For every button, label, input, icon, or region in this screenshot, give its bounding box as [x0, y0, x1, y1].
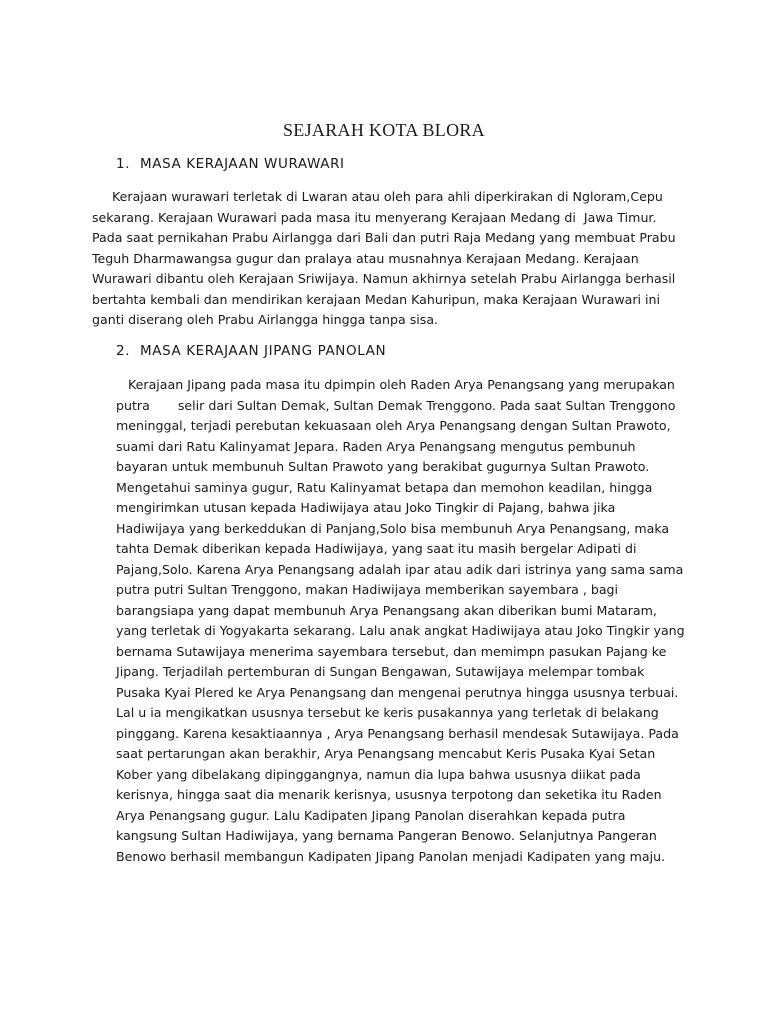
text-line: tahta Demak diberikan kepada Hadiwijaya, yang saat itu masih bergelar Adipati di — [116, 541, 637, 556]
text-line: Hadiwijaya yang berkeddukan di Panjang,Solo bisa membunuh Arya Penangsang, maka — [116, 520, 670, 536]
section-heading-text: MASA KERAJAAN JIPANG PANOLAN — [140, 343, 387, 359]
text-line: Mengetahui saminya gugur, Ratu Kalinyamat betapa dan memohon keadilan, hingga — [116, 479, 653, 495]
text-line: Pada saat pernikahan Prabu Airlangga dari Bali dan putri Raja Medang yang membuat Prabu — [92, 230, 676, 245]
text-line: sekarang. Kerajaan Wurawari pada masa itu menyerang Kerajaan Medang di Jawa Timur. — [92, 209, 657, 225]
text-line: Kerajaan Jipang pada masa itu dpimpin oleh Raden Arya Penangsang yang merupakan — [116, 377, 675, 392]
section-number: 2. — [116, 343, 131, 359]
text-line: kerisnya, hingga saat dia menarik kerisnya, ususnya terpotong dan seketika itu Raden — [116, 787, 662, 802]
text-line: Kober yang dibelakang dipinggangnya, namun dia lupa bahwa ususnya diikat pada — [116, 766, 641, 782]
text-line: Jipang. Terjadilah pertemburan di Sungan Bengawan, Sutawijaya melempar tombak — [116, 664, 645, 679]
text-line: kangsung Sultan Hadiwijaya, yang bernama Pangeran Benowo. Selanjutnya Pangeran — [116, 828, 657, 843]
text-line: Pusaka Kyai Plered ke Arya Penangsang dan mengenai perutnya hingga ususnya terbuai. — [116, 684, 679, 700]
text-line: yang terletak di Yogyakarta sekarang. Lalu anak angkat Hadiwijaya atau Joko Tingkir yang — [116, 623, 685, 638]
text-line: putra selir dari Sultan Demak, Sultan Demak Trenggono. Pada saat Sultan Trenggono — [116, 397, 676, 413]
text-line: suami dari Ratu Kalinyamat Jepara. Raden Arya Penangsang mengutus pembunuh — [116, 438, 636, 454]
text-line: barangsiapa yang dapat membunuh Arya Penangsang akan diberikan bumi Mataram, — [116, 602, 657, 618]
paragraph-wurawari — [92, 187, 676, 331]
text-line: Benowo berhasil membangun Kadipaten Jipang Panolan menjadi Kadipaten yang maju. — [116, 848, 666, 864]
text-line: saat pertarungan akan berakhir, Arya Penangsang mencabut Keris Pusaka Kyai Setan — [116, 746, 656, 761]
paragraph-jipang-panolan — [116, 375, 685, 867]
text-line: Pajang,Solo. Karena Arya Penangsang adalah ipar atau adik dari istrinya yang sama sama — [116, 561, 684, 577]
text-line: bayaran untuk membunuh Sultan Prawoto yang berakibat gugurnya Sultan Prawoto. — [116, 459, 650, 474]
text-line: Lal u ia mengikatkan ususnya tersebut ke keris pusakannya yang terletak di belakang — [116, 705, 659, 720]
text-line: mengirimkan utusan kepada Hadiwijaya atau Joko Tingkir di Pajang, bahwa jika — [116, 500, 616, 515]
section-number: 1. — [116, 156, 131, 172]
text-line: putra putri Sultan Trenggono, makan Hadiwijaya memberikan sayembara , bagi — [116, 582, 619, 597]
section-heading-jipang-panolan — [116, 343, 386, 359]
page-title: SEJARAH KOTA BLORA — [283, 120, 485, 140]
text-line: Kerajaan wurawari terletak di Lwaran atau oleh para ahli diperkirakan di Ngloram,Cepu — [92, 189, 663, 204]
text-line: Arya Penangsang gugur. Lalu Kadipaten Jipang Panolan diserahkan kepada putra — [116, 807, 626, 823]
text-line: Wurawari dibantu oleh Kerajaan Sriwijaya. Namun akhirnya setelah Prabu Airlangga berhasil — [92, 271, 676, 286]
text-line: ganti diserang oleh Prabu Airlangga hingga tanpa sisa. — [92, 312, 439, 327]
section-heading-text: MASA KERAJAAN WURAWARI — [140, 156, 345, 172]
text-line: Teguh Dharmawangsa gugur dan pralaya atau musnahnya Kerajaan Medang. Kerajaan — [92, 250, 639, 266]
text-line: pinggang. Karena kesaktiaannya , Arya Penangsang berhasil mendesak Sutawijaya. Pada — [116, 725, 679, 741]
text-line: bernama Sutawijaya menerima sayembara tersebut, dan memimpn pasukan Pajang ke — [116, 643, 667, 659]
section-heading-wurawari — [116, 156, 345, 172]
text-line: bertahta kembali dan mendirikan kerajaan Medan Kahuripun, maka Kerajaan Wurawari ini — [92, 291, 661, 307]
text-line: meninggal, terjadi perebutan kekuasaan oleh Arya Penangsang dengan Sultan Prawoto, — [116, 418, 671, 433]
